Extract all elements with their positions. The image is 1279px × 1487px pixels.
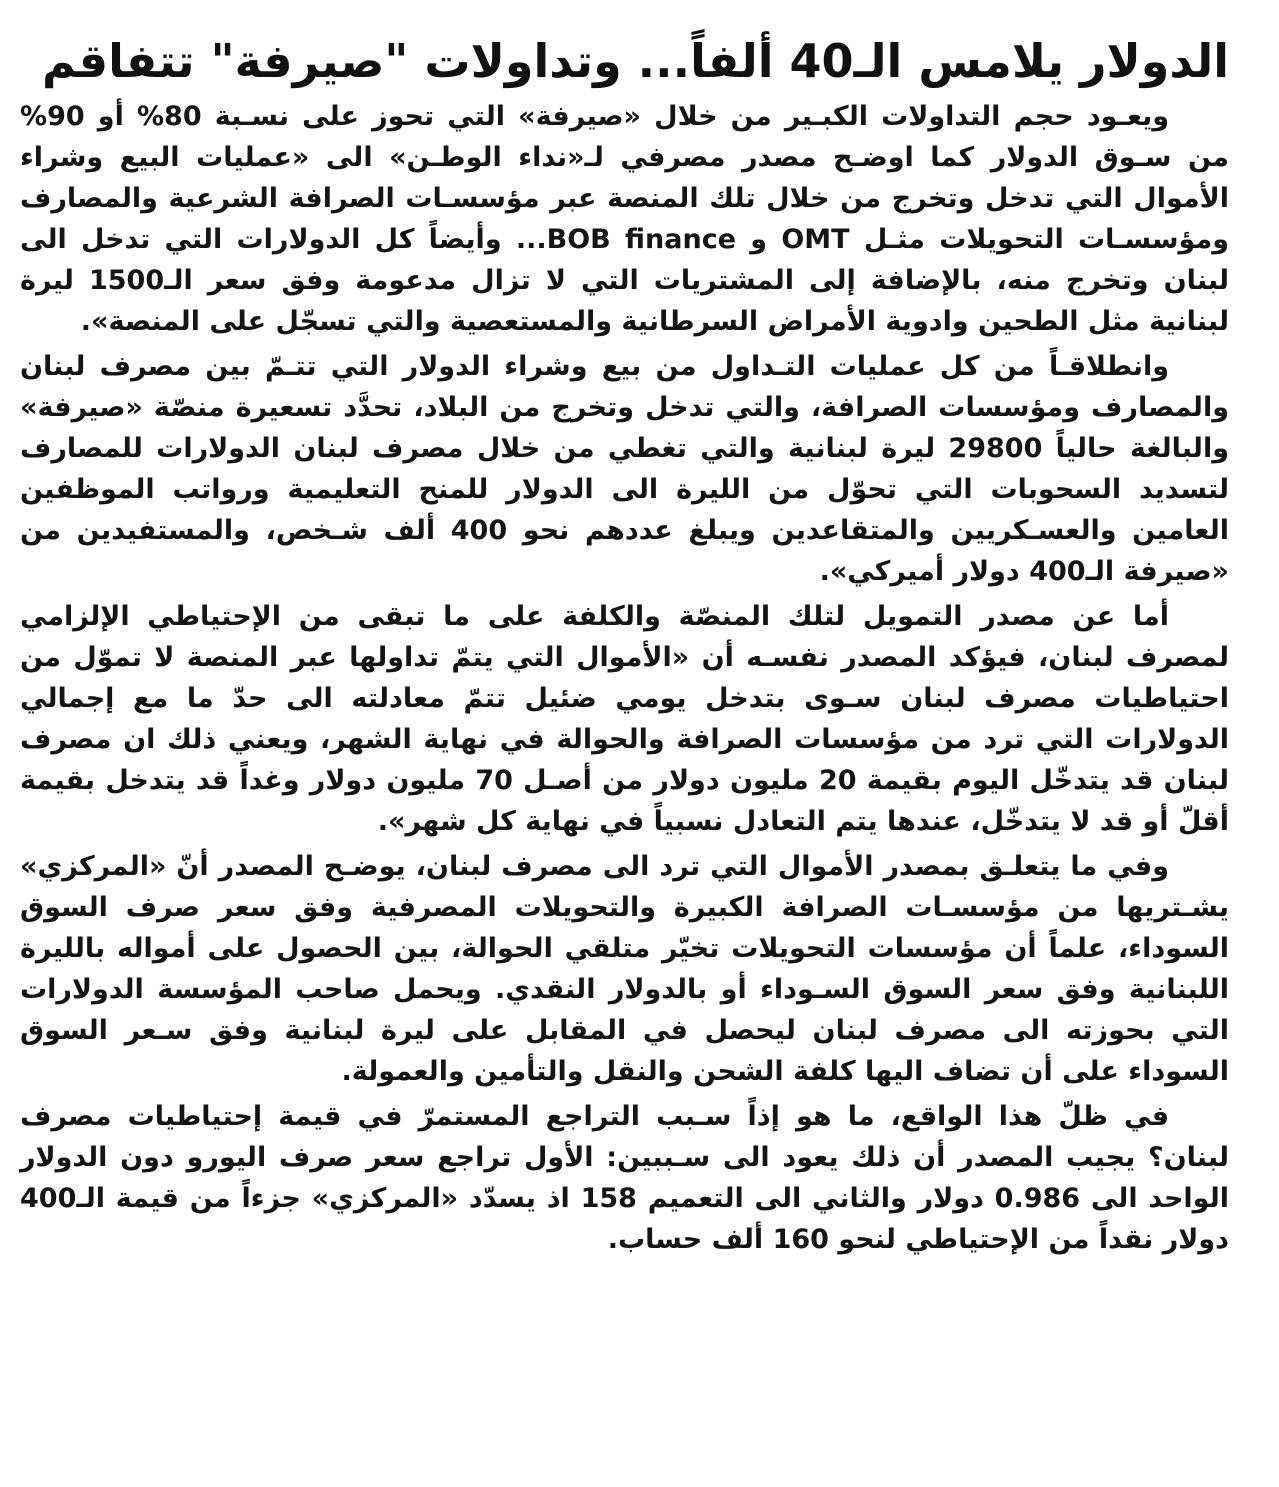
article-paragraph-4: وفي ما يتعلـق بمصدر الأموال التي ترد الى مصرف لبنان، يوضـح المصدر أنّ «المركزي» يشـتريها من مؤسسـات الصرافة الكبيرة والتحويلات المصرفية وفق سعر صرف السوق السوداء، علماً أن مؤسسات التحويلات تخيّر متلقي الحوالة، بين الحصول على أمواله بالليرة اللبنانية وفق سعر السوق السـوداء أو بالدولار النقدي. ويحمل صاحب المؤسسة الدولارات التي بحوزته الى مصرف لبنان ليحصل في المقابل على ليرة لبنانية وفق سـعر السوق السوداء على أن تضاف اليها كلفة الشحن والنقل والتأمين والعمولة.	[20, 851, 1229, 1087]
article-paragraph-3: أما عن مصدر التمويل لتلك المنصّة والكلفة على ما تبقى من الإحتياطي الإلزامي لمصرف لبنان، فيؤكد المصدر نفسـه أن «الأموال التي يتمّ تداولها عبر المنصة لا تموّل من احتياطيات مصرف لبنان سـوى بتدخل يومي ضئيل تتمّ معادلته الى حدّ ما مع إجمالي الدولارات التي ترد من مؤسسات الصرافة والحوالة في نهاية الشهر، ويعني ذلك ان مصرف لبنان قد يتدخّل اليوم بقيمة 20 مليون دولار من أصـل 70 مليون دولار وغداً قد يتدخل بقيمة أقلّ أو قد لا يتدخّل، عندها يتم التعادل نسبياً في نهاية كل شهر».	[20, 601, 1229, 837]
article-headline: الدولار يلامس الـ40 ألفاً... وتداولات "صيرفة" تتفاقم	[41, 34, 1229, 88]
article-paragraph-1: ويعـود حجم التداولات الكبـير من خلال «صيرفة» التي تحوز على نسـبة 80% أو 90% من سـوق الدولار كما اوضـح مصدر مصرفي لـ«نداء الوطـن» الى «عمليات البيع وشراء الأموال التي تدخل وتخرج من خلال تلك المنصة عبر مؤسسـات الصرافة الشرعية والمصارف ومؤسسـات التحويلات مثـل OMT و BOB finance... وأيضاً كل الدولارات التي تدخل الى لبنان وتخرج منه، بالإضافة إلى المشتريات التي لا تزال مدعومة وفق سعر الـ1500 ليرة لبنانية مثل الطحين وادوية الأمراض السرطانية والمستعصية والتي تسجّل على المنصة».	[20, 101, 1229, 337]
article-paragraph-5: في ظلّ هذا الواقع، ما هو إذاً سـبب التراجع المستمرّ في قيمة إحتياطيات مصرف لبنان؟ يجيب المصدر أن ذلك يعود الى سـببين: الأول تراجع سعر صرف اليورو دون الدولار الواحد الى 0.986 دولار والثاني الى التعميم 158 اذ يسدّد «المركزي» جزءاً من قيمة الـ400 دولار نقداً من الإحتياطي لنحو 160 ألف حساب.	[20, 1101, 1229, 1255]
article-body	[20, 96, 1229, 1260]
article-paragraph-2: وانطلاقـاً من كل عمليات التـداول من بيع وشراء الدولار التي تتـمّ بين مصرف لبنان والمصارف ومؤسسات الصرافة، والتي تدخل وتخرج من البلاد، تحدَّد تسعيرة منصّة «صيرفة» والبالغة حالياً 29800 ليرة لبنانية والتي تغطي من خلال مصرف لبنان الدولارات للمصارف لتسديد السحوبات التي تحوّل من الليرة الى الدولار للمنح التعليمية ورواتب الموظفين العامين والعسـكريين والمتقاعدين ويبلغ عددهم نحو 400 ألف شـخص، والمستفيدين من «صيرفة الـ400 دولار أميركي».	[20, 351, 1229, 587]
